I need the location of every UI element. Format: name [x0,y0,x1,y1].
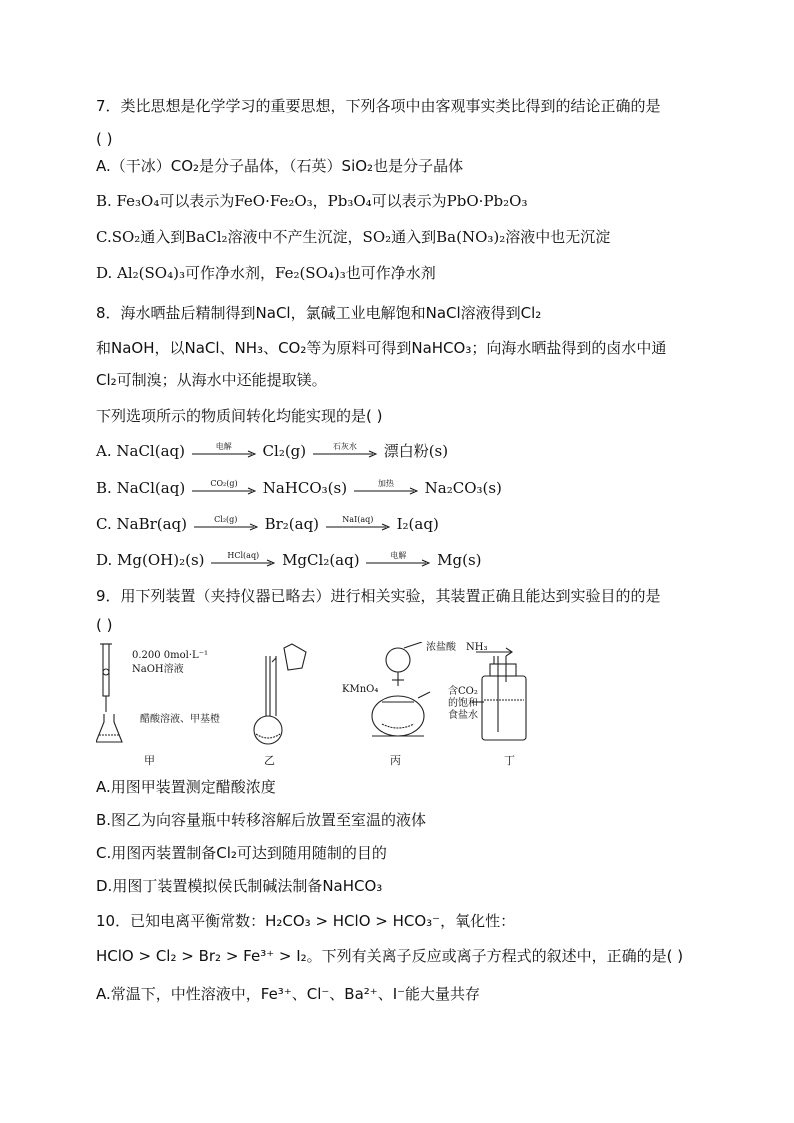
substance: I₂(aq) [396,515,439,533]
substance: Na₂CO₃(s) [424,479,502,497]
caption-jia: 甲 [144,754,155,767]
burette-concentration-label: 0.200 0mol·L⁻¹ [132,650,208,661]
q8-option-d [96,549,482,571]
substance: NaHCO₃(s) [262,479,348,497]
q9-stem: 9．用下列装置（夹持仪器已略去）进行相关实验，其装置正确且能达到实验目的的是 [96,587,661,605]
q10-line1: 10．已知电离平衡常数：H₂CO₃ > HClO > HCO₃⁻，氧化性： [96,912,516,930]
q8-line2: 和NaOH，以NaCl、NH₃、CO₂等为原料可得到NaHCO₃；向海水晒盐得到的卤水中通 [96,339,667,357]
ding-liquid-label-2: 的饱和 [448,698,478,709]
substance: NaCl(aq) [116,479,186,497]
q7-option-c: C.SO₂通入到BaCl₂溶液中不产生沉淀，SO₂通入到Ba(NO₃)₂溶液中也无沉淀 [96,228,611,246]
q8-option-c [96,513,439,535]
option-label: D. [96,551,113,569]
q7-stem: 7．类比思想是化学学习的重要思想，下列各项中由客观事实类比得到的结论正确的是 [96,97,661,115]
ding-liquid-label-3: 食盐水 [448,710,478,721]
q8-line3: Cl₂可制溴；从海水中还能提取镁。 [96,371,327,389]
q10-line2: HClO > Cl₂ > Br₂ > Fe³⁺ > I₂。下列有关离子反应或离子方程式的叙述中，正确的是( ) [96,947,684,965]
conc-hcl-label: 浓盐酸 [426,642,456,653]
arrow-condition: 石灰水 [332,442,357,451]
option-label: B. [96,479,112,497]
substance: NaBr(aq) [116,515,188,533]
q9-paren: ( ) [96,616,113,634]
arrow-condition: 电解 [215,442,232,451]
caption-ding: 丁 [504,754,515,767]
reaction-arrow [313,442,377,459]
q7-option-d: D. Al₂(SO₄)₃可作净水剂，Fe₂(SO₄)₃也可作净水剂 [96,264,436,282]
q9-option-b: B.图乙为向容量瓶中转移溶解后放置至室温的液体 [96,811,427,829]
q8-option-b [96,477,502,499]
caption-yi: 乙 [264,754,275,767]
q10-option-a: A.常温下，中性溶液中，Fe³⁺、Cl⁻、Ba²⁺、I⁻能大量共存 [96,985,481,1003]
arrow-condition: 电解 [390,551,407,560]
q9-option-a: A.用图甲装置测定醋酸浓度 [96,778,276,796]
flask-contents-label: 醋酸溶液、甲基橙 [140,714,220,725]
reaction-arrow [354,479,418,496]
q8-option-a [96,440,448,462]
option-label: A. [96,442,112,460]
q9-option-c: C.用图丙装置制备Cl₂可达到随用随制的目的 [96,844,387,862]
reaction-arrow [192,442,256,459]
reaction-arrow [211,551,275,568]
substance: NaCl(aq) [116,442,185,460]
nh3-label: NH₃ [466,642,488,653]
kmno4-label: KMnO₄ [342,684,379,695]
reaction-arrow [192,479,256,496]
substance: MgCl₂(aq) [282,551,360,569]
q8-line4: 下列选项所示的物质间转化均能实现的是( ) [96,407,383,425]
q7-paren: ( ) [96,130,113,148]
arrow-condition: NaI(aq) [342,515,374,524]
q8-line1: 8．海水晒盐后精制得到NaCl，氯碱工业电解饱和NaCl溶液得到Cl₂ [96,304,542,322]
burette-solution-label: NaOH溶液 [132,664,184,675]
ding-liquid-label-1: 含CO₂ [448,686,478,697]
substance: 漂白粉(s) [383,442,449,460]
arrow-condition: CO₂(g) [210,479,238,488]
substance: Mg(OH)₂(s) [117,551,205,569]
substance: Cl₂(g) [262,442,307,460]
caption-bing: 丙 [390,754,401,767]
reaction-arrow [366,551,430,568]
arrow-condition: Cl₂(g) [214,515,238,524]
arrow-condition: 加热 [377,479,394,488]
q7-option-a: A.（干冰）CO₂是分子晶体，（石英）SiO₂也是分子晶体 [96,157,464,175]
arrow-condition: HCl(aq) [227,551,260,560]
reaction-arrow [326,515,390,532]
apparatus-figure [96,642,536,768]
q7-option-b: B. Fe₃O₄可以表示为FeO·Fe₂O₃，Pb₃O₄可以表示为PbO·Pb₂O₃ [96,192,528,210]
substance: Mg(s) [437,551,482,569]
option-label: C. [96,515,112,533]
reaction-arrow [194,515,258,532]
q9-option-d: D.用图丁装置模拟侯氏制碱法制备NaHCO₃ [96,877,383,895]
substance: Br₂(aq) [264,515,320,533]
